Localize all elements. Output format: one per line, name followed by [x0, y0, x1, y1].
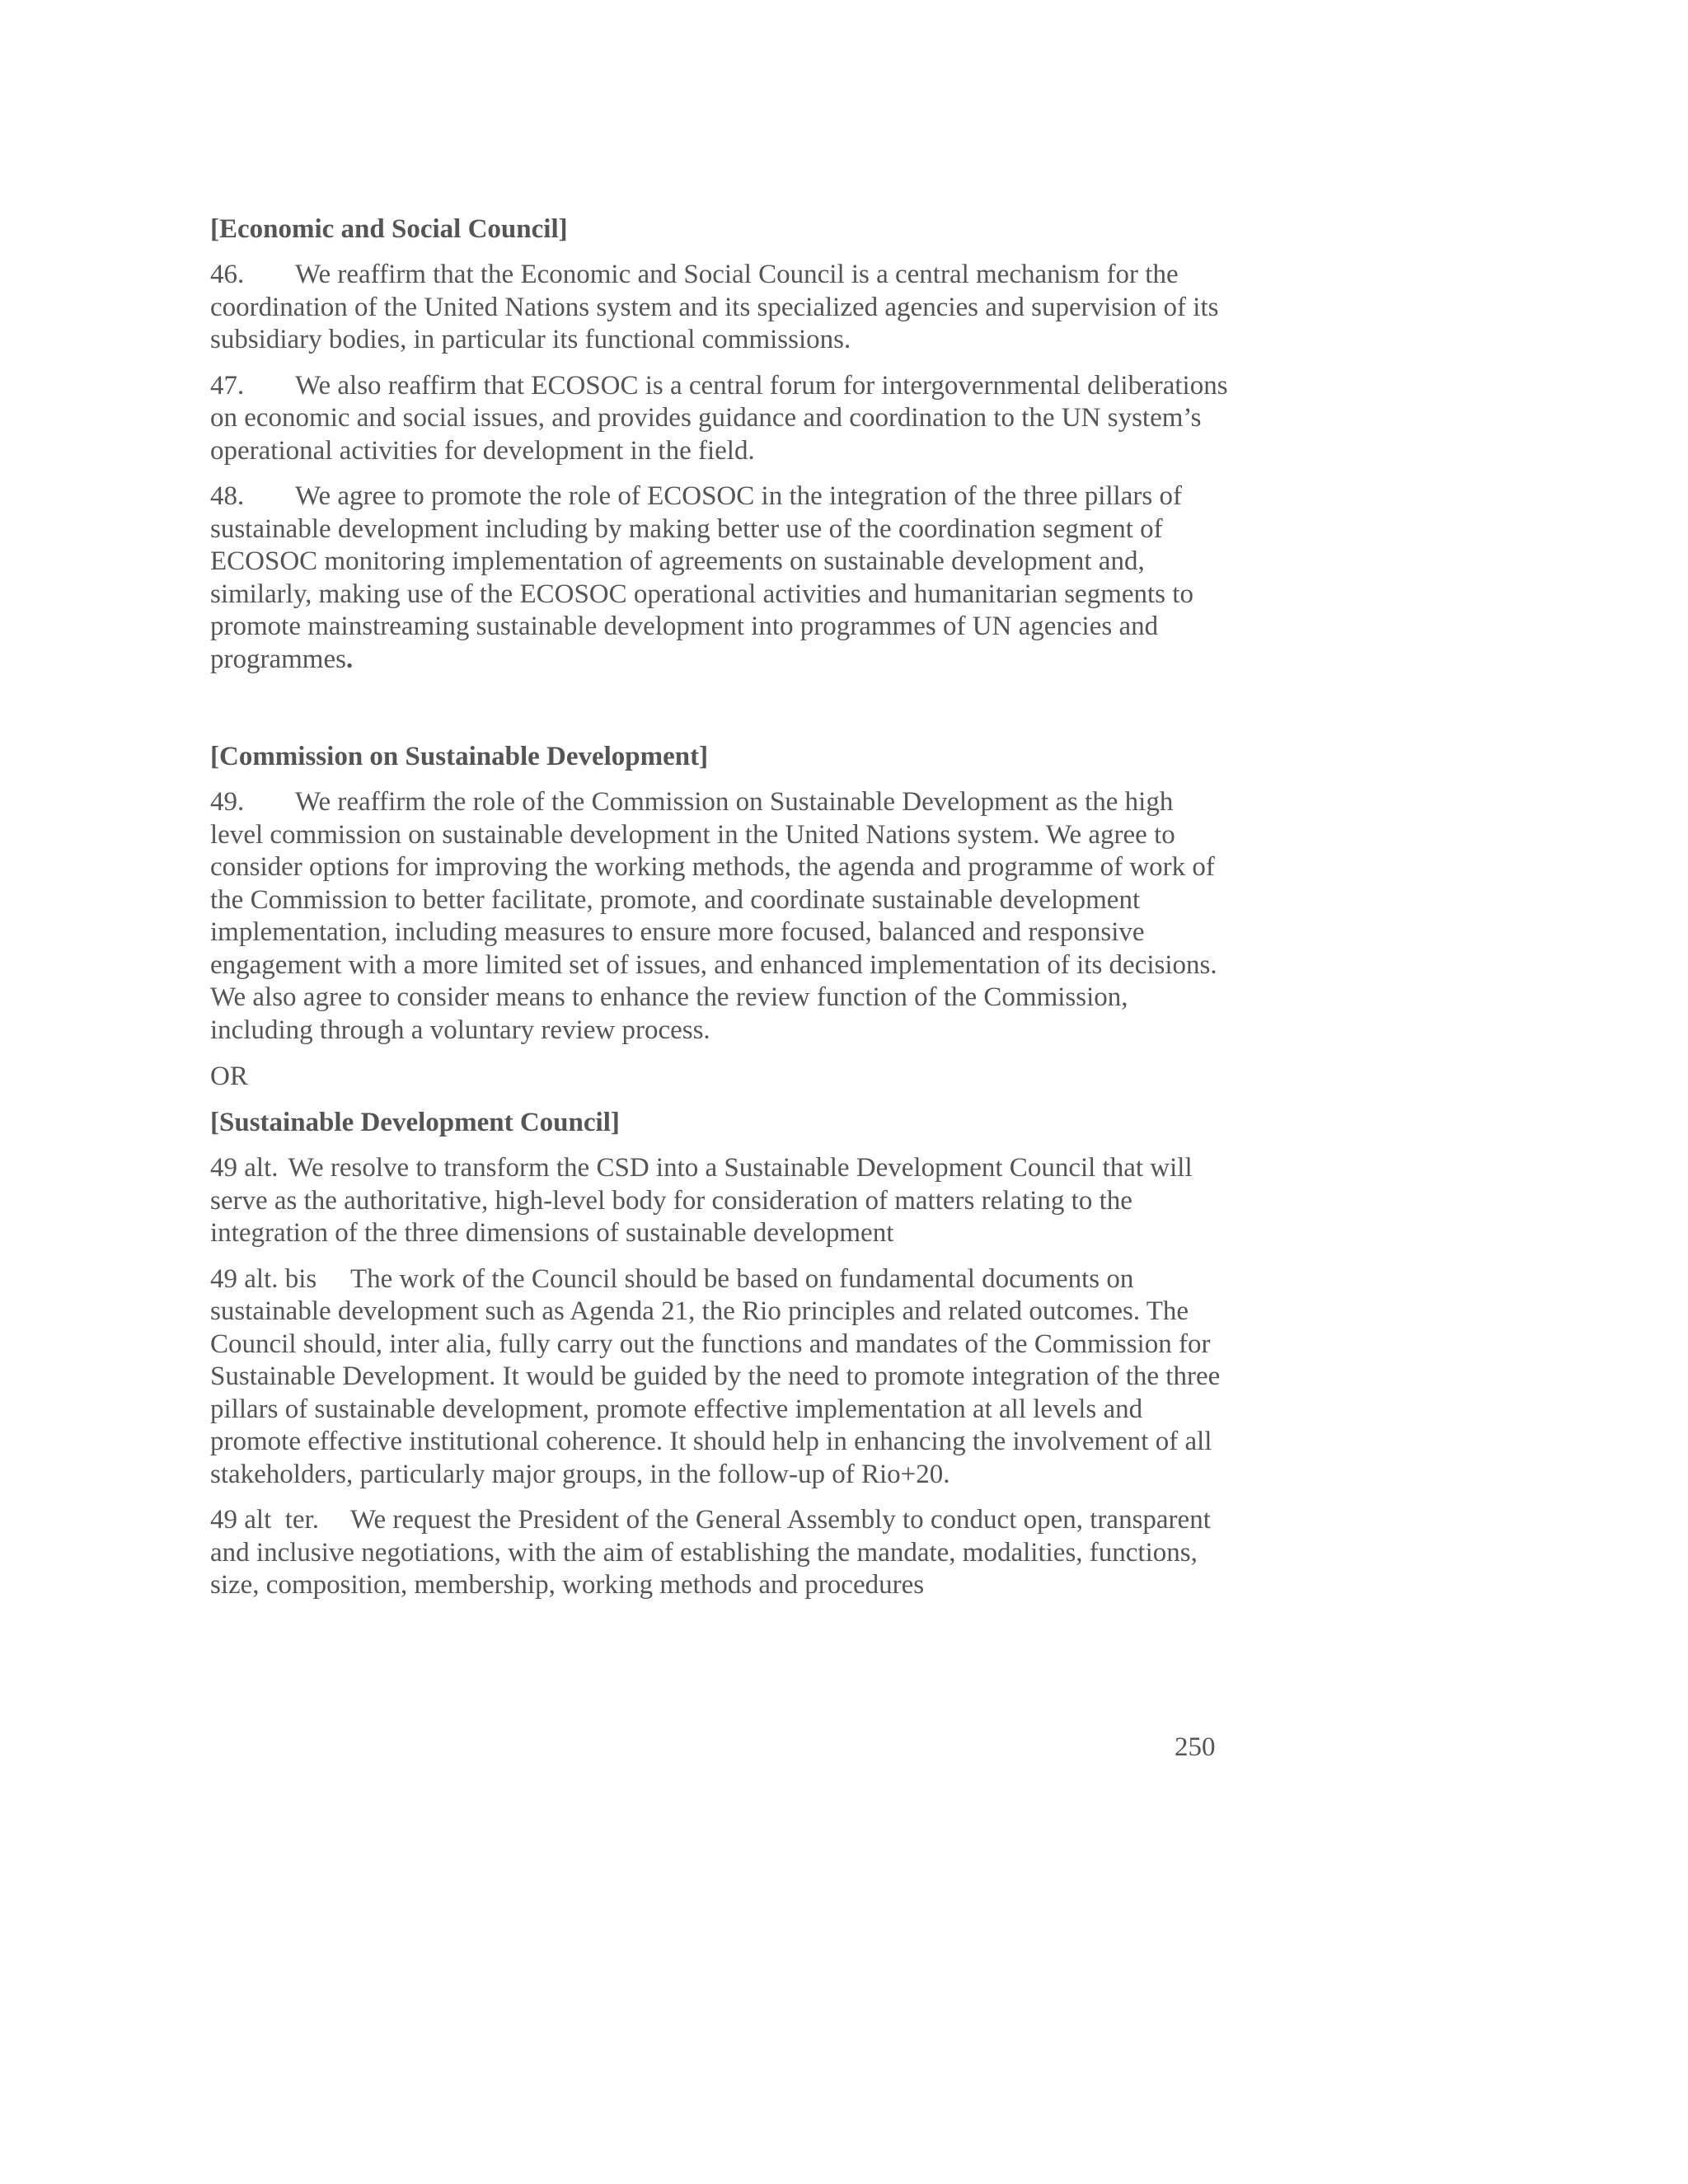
section-heading-csd: [Commission on Sustainable Development] [210, 742, 709, 771]
section-heading-sdc: [Sustainable Development Council] [210, 1108, 620, 1137]
paragraph-46 [210, 259, 1232, 357]
document-body [210, 213, 1232, 1615]
paragraph-text: We resolve to transform the CSD into a Sustainable Development Council that will serve as the authoritative, high-level body for consideration of matters relating to the integration of the three dimensions of sustainable development [210, 1153, 1193, 1248]
paragraph-text: We agree to promote the role of ECOSOC in the integration of the three pillars of sustainable development including by making better use of the coordination segment of ECOSOC monitoring implementation of agreements on sustainable development and, similarly, making use of the ECOSOC operational activities and humanitarian segments to promote mainstreaming sustainable development into programmes of UN agencies and programmes [210, 481, 1193, 674]
paragraph-49-alt-ter [210, 1504, 1232, 1602]
paragraph-text: The work of the Council should be based on fundamental documents on sustainable development such as Agenda 21, the Rio principles and related outcomes. The Council should, inter alia, fully carry out the functions and mandates of the Commission for Sustainable Development. It would be guided by the need to promote integration of the three pillars of sustainable development, promote effective implementation at all levels and promote effective institutional coherence. It should help in enhancing the involvement of all stakeholders, particularly major groups, in the follow-up of Rio+20. [210, 1263, 1221, 1489]
paragraph-text: We reaffirm the role of the Commission on Sustainable Development as the high level commission on sustainable development in the United Nations system. We agree to consider options for improving the working methods, the agenda and programme of work of the Commission to better facilitate, promote, and coordinate sustainable development implementation, including measures to ensure more focused, balanced and responsive engagement with a more limited set of issues, and enhanced implementation of its decisions. We also agree to consider means to enhance the review function of the Commission, including through a voluntary review process. [210, 787, 1217, 1045]
paragraph-49-alt-bis [210, 1263, 1232, 1492]
page-number: 250 [1175, 1732, 1216, 1762]
or-separator: OR [210, 1062, 248, 1091]
paragraph-number: 49. [210, 787, 245, 817]
paragraph-number: 49 alt. [210, 1153, 279, 1183]
paragraph-48 [210, 480, 1232, 676]
paragraph-49-alt [210, 1152, 1232, 1250]
paragraph-number: 46. [210, 260, 245, 289]
paragraph-number: 49 alt. bis [210, 1263, 317, 1294]
paragraph-text: We request the President of the General Assembly to conduct open, transparent and inclusive negotiations, with the aim of establishing the mandate, modalities, functions, size, composition, membership, working methods and procedures [210, 1505, 1211, 1600]
paragraph-number: 48. [210, 481, 245, 511]
paragraph-47 [210, 370, 1232, 468]
paragraph-tail-period: . [345, 644, 354, 674]
section-spacer [210, 689, 1232, 740]
paragraph-text: We also reaffirm that ECOSOC is a central forum for intergovernmental deliberations on economic and social issues, and provides guidance and coordination to the UN system’s operational activities for development in the field. [210, 370, 1228, 466]
paragraph-49 [210, 786, 1232, 1047]
paragraph-number: 49 alt ter. [210, 1505, 319, 1535]
paragraph-text: We reaffirm that the Economic and Social Council is a central mechanism for the coordination of the United Nations system and its specialized agencies and supervision of its subsidiary bodies, in particular its functional commissions. [210, 260, 1219, 354]
section-heading-ecosoc: [Economic and Social Council] [210, 214, 568, 244]
paragraph-number: 47. [210, 370, 245, 401]
